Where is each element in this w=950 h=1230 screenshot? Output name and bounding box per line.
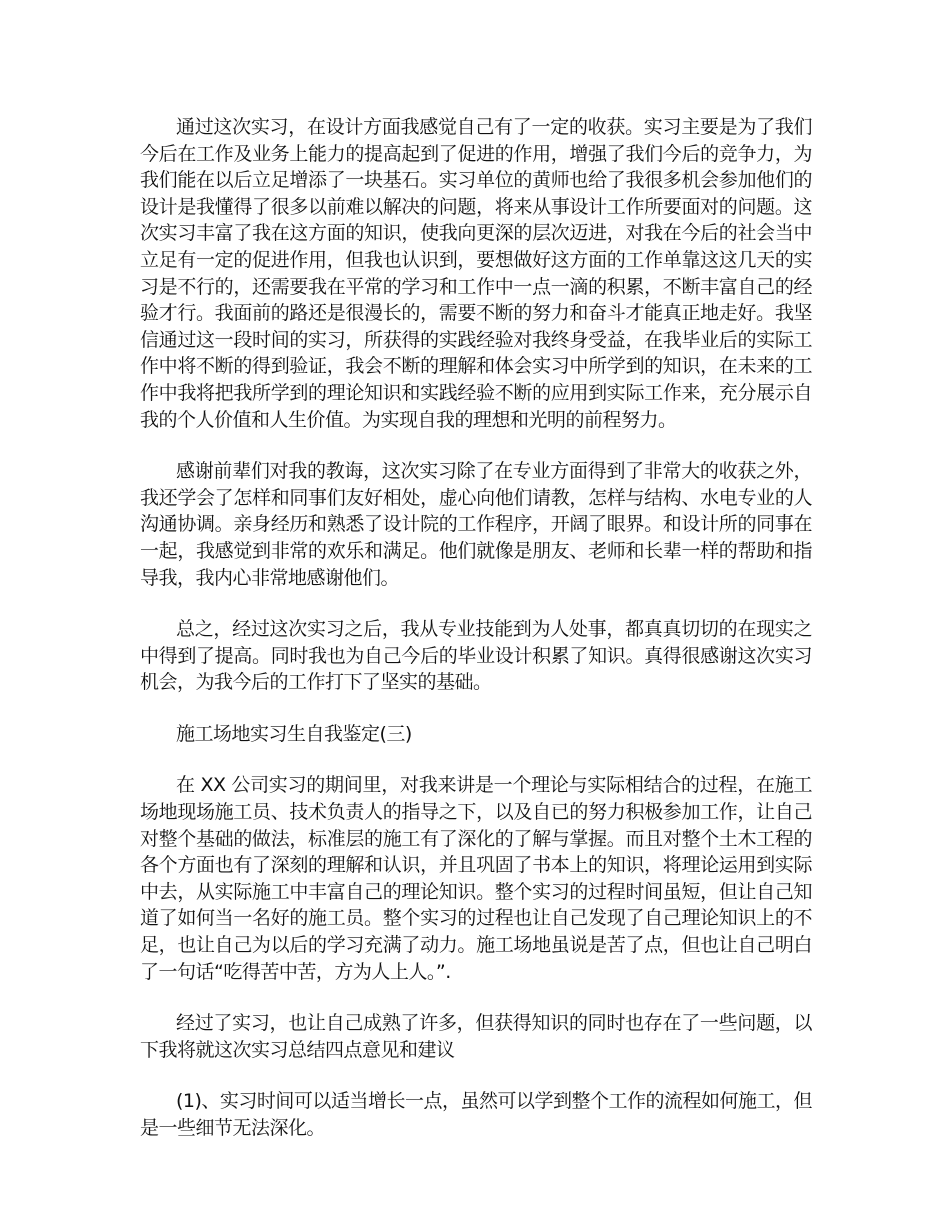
- paragraph-issues-intro: 经过了实习，也让自己成熟了许多，但获得知识的同时也存在了一些问题，以下我将就这次实习总结四点意见和建议: [140, 1012, 812, 1061]
- paragraph-internship-gains: 通过这次实习，在设计方面我感觉自己有了一定的收获。实习主要是为了我们今后在工作及业务上能力的提高起到了促进的作用，增强了我们今后的竞争力，为我们能在以后立足增添了一块基石。实习单位的黄师也给了我很多机会参加他们的设计是我懂得了很多以前难以解决的问题，将来从事设计工作所要面对的问题。这次实习丰富了我在这方面的知识，使我向更深的层次迈进，对我在今后的社会当中立足有一定的促进作用，但我也认识到，要想做好这方面的工作单靠这这几天的实习是不行的，还需要我在平常的学习和工作中一点一滴的积累，不断丰富自己的经验才行。我面前的路还是很漫长的，需要不断的努力和奋斗才能真正地走好。我坚信通过这一段时间的实习，所获得的实践经验对我终身受益，在我毕业后的实际工作中将不断的得到验证，我会不断的理解和体会实习中所学到的知识，在未来的工作中我将把我所学到的理论知识和实践经验不断的应用到实际工作来，充分展示自我的个人价值和人生价值。为实现自我的理想和光明的前程努力。: [140, 116, 812, 431]
- section-heading: 施工场地实习生自我鉴定(三): [176, 722, 412, 745]
- paragraph-suggestion-1: (1)、实习时间可以适当增长一点，虽然可以学到整个工作的流程如何施工，但是一些细节无法深化。: [140, 1090, 812, 1139]
- paragraph-summary: 总之，经过这次实习之后，我从专业技能到为人处事，都真真切切的在现实之中得到了提高。同时我也为自己今后的毕业设计积累了知识。真得很感谢这次实习机会，为我今后的工作打下了坚实的基础。: [140, 618, 812, 694]
- paragraph-gratitude: 感谢前辈们对我的教诲，这次实习除了在专业方面得到了非常大的收获之外，我还学会了怎样和同事们友好相处，虚心向他们请教，怎样与结构、水电专业的人沟通协调。亲身经历和熟悉了设计院的工作程序，开阔了眼界。和设计所的同事在一起，我感觉到非常的欢乐和满足。他们就像是朋友、老师和长辈一样的帮助和指导我，我内心非常地感谢他们。: [140, 460, 812, 589]
- paragraph-site-internship: 在 XX 公司实习的期间里，对我来讲是一个理论与实际相结合的过程，在施工场地现场施工员、技术负责人的指导之下，以及自已的努力积极参加工作，让自己对整个基础的做法，标准层的施工有了深化的了解与掌握。而且对整个土木工程的各个方面也有了深刻的理解和认识，并且巩固了书本上的知识，将理论运用到实际中去，从实际施工中丰富自己的理论知识。整个实习的过程时间虽短，但让自己知道了如何当一名好的施工员。整个实习的过程也让自己发现了自己理论知识上的不足，也让自己为以后的学习充满了动力。施工场地虽说是苦了点，但也让自己明白了一句话“吃得苦中苦，方为人上人。”.: [140, 774, 812, 983]
- document-page: [140, 114, 812, 1167]
